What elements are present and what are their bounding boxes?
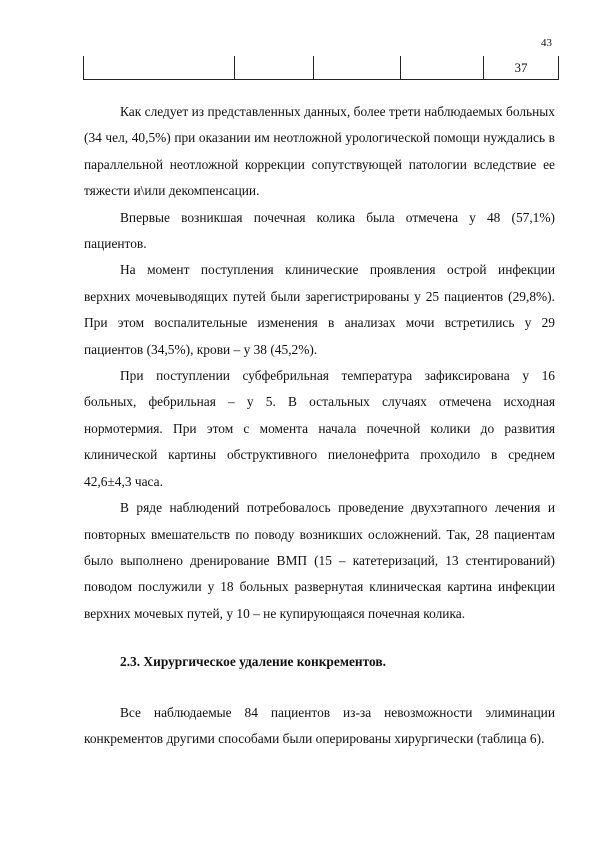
table-cell (84, 56, 235, 80)
paragraph: На момент поступления клинические проявления острой инфекции верхних мочевыводящих путей были зарегистрированы у 25 пациентов (29,8%). При этом воспалительные изменения в анализах мочи встретились у 29 пациентов (34,5%), крови – у 38 (45,2%). (84, 262, 555, 357)
table-fragment (83, 56, 559, 80)
section-heading: 2.3. Хирургическое удаление конкрементов. (120, 654, 386, 670)
table-cell (235, 56, 314, 80)
body-text (84, 99, 555, 752)
table-cell (401, 56, 484, 80)
table-cell: 37 (484, 56, 559, 80)
paragraph: Как следует из представленных данных, более трети наблюдаемых больных (34 чел, 40,5%) при оказании им неотложной урологической помощи нуждались в параллельной неотложной коррекции сопутствующей патологии вследствие ее тяжести и\или декомпенсации. (84, 104, 555, 199)
table-cell (314, 56, 401, 80)
table-row (84, 56, 559, 80)
paragraph: Впервые возникшая почечная колика была отмечена у 48 (57,1%) пациентов. (84, 209, 555, 252)
page-number: 43 (541, 37, 552, 49)
paragraph: В ряде наблюдений потребовалось проведение двухэтапного лечения и повторных вмешательств по поводу возникших осложнений. Так, 28 пациентам было выполнено дренирование ВМП (15 – катетеризаций, 13 стентирований) поводом послужили у 18 больных развернутая клиническая картина инфекции верхних мочевых путей, у 10 – не купирующаяся почечная колика. (84, 500, 555, 621)
paragraph: Все наблюдаемые 84 пациентов из-за невозможности элиминации конкрементов другими способами были оперированы хирургически (таблица 6). (84, 704, 555, 746)
paragraph: При поступлении субфебрильная температура зафиксирована у 16 больных, фебрильная – у 5. В остальных случаях отмечена исходная нормотермия. При этом с момента начала почечной колики до развития клинической картины обструктивного пиелонефрита проходило в среднем 42,6±4,3 часа. (84, 368, 555, 489)
